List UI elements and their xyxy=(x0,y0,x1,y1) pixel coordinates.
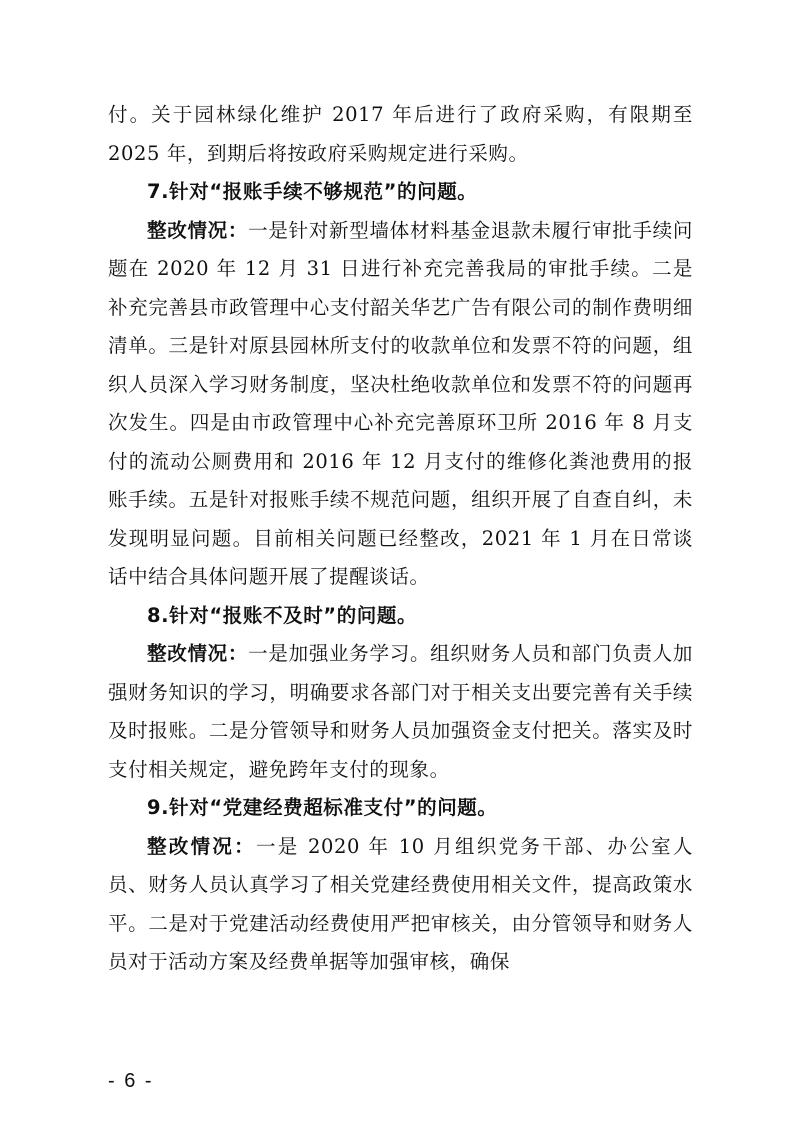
section-7-lead: 整改情况： xyxy=(147,218,249,242)
section-8-body: 一是加强业务学习。组织财务人员和部门负责人加强财务知识的学习，明确要求各部门对于相关支出要完善有关手续及时报账。二是分管领导和财务人员加强资金支付把关。落实及时支付相关规定，避免跨年支付的现象。 xyxy=(108,642,693,781)
section-9-heading: 9.针对“党建经费超标准支付”的问题。 xyxy=(147,796,498,819)
section-7-body: 一是针对新型墙体材料基金退款未履行审批手续问题在 2020 年 12 月 31 日进行补充完善我局的审批手续。二是补充完善县市政管理中心支付韶关华艺广告有限公司的制作费明细清单。三是针对原县园林所支付的收款单位和发票不符的问题，组织人员深入学习财务制度，坚决杜绝收款单位和发票不符的问题再次发生。四是由市政管理中心补充完善原环卫所 2016 年 8 月支付的流动公厕费用和 2016 年 12 月支付的维修化粪池费用的报账手续。五是针对报账手续不规范问题，组织开展了自查自纠，未发现明显问题。目前相关问题已经整改，2021 年 1 月在日常谈话中结合具体问题开展了提醒谈话。 xyxy=(108,218,693,588)
section-7-heading: 7.针对“报账手续不够规范”的问题。 xyxy=(147,180,478,203)
paragraph-intro: 付。关于园林绿化维护 2017 年后进行了政府采购，有限期至 2025 年，到期后将按政府采购规定进行采购。 xyxy=(108,103,693,165)
section-9-body: 一是 2020 年 10 月组织党务干部、办公室人员、财务人员认真学习了相关党建经费使用相关文件，提高政策水平。二是对于党建活动经费使用严把审核关，由分管领导和财务人员对于活动方案及经费单据等加强审核，确保 xyxy=(108,834,693,973)
document-body xyxy=(108,96,693,982)
section-8-paragraph xyxy=(108,635,693,789)
section-7-paragraph xyxy=(108,212,693,597)
section-9-paragraph xyxy=(108,828,693,982)
section-9-lead: 整改情况： xyxy=(147,834,256,858)
section-8-lead: 整改情况： xyxy=(147,642,249,665)
section-8-heading: 8.针对“报账不及时”的问题。 xyxy=(147,603,418,627)
page-number: - 6 - xyxy=(108,1070,154,1092)
